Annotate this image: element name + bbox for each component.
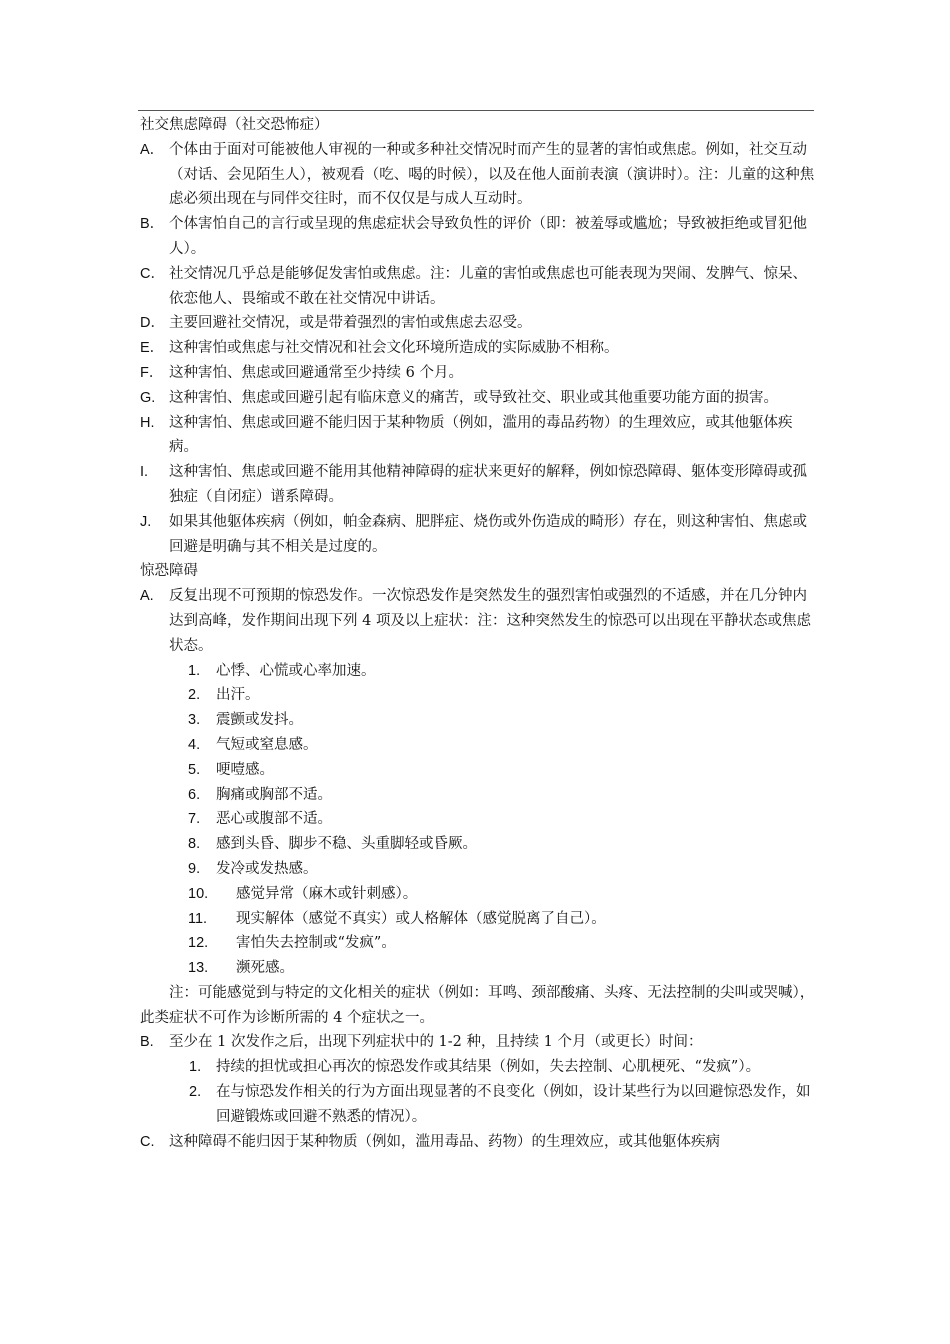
social-anxiety-heading: 社交焦虑障碍（社交恐怖症）	[140, 117, 329, 133]
symptom-item: 12. 害怕失去控制或“发疯”。	[188, 935, 396, 952]
culture-note: 注：可能感觉到与特定的文化相关的症状（例如：耳鸣、颈部酸痛、头疼、无法控制的尖叫或哭喊），此类症状不可作为诊断所需的 4 个症状之一。	[140, 984, 815, 1026]
panic-disorder-heading: 惊恐障碍	[140, 563, 198, 580]
symptom-item: 2. 出汗。	[188, 687, 260, 704]
header-rule	[138, 110, 814, 111]
symptom-item: 1. 心悸、心慌或心率加速。	[188, 662, 376, 679]
panic-criterion-a: A. 反复出现不可预期的惊恐发作。一次惊恐发作是突然发生的强烈害怕或强烈的不适感，并在几分钟内达到高峰，发作期间出现下列 4 项及以上症状：注：这种突然发生的惊恐可以出现在平静状态或焦虑状态。	[140, 588, 811, 654]
symptom-item: 5. 哽噎感。	[188, 761, 274, 778]
panic-criterion-c: C. 这种障碍不能归因于某种物质（例如，滥用毒品、药物）的生理效应，或其他躯体疾病	[140, 1133, 720, 1150]
panic-criterion-b: B. 至少在 1 次发作之后，出现下列症状中的 1-2 种，且持续 1 个月（或更长）时间：	[140, 1034, 703, 1051]
criterion-b: B． 个体害怕自己的言行或呈现的焦虑症状会导致负性的评价（即：被羞辱或尴尬；导致被拒绝或冒犯他人）。	[140, 216, 807, 257]
symptom-item: 3. 震颤或发抖。	[188, 712, 303, 729]
document-body	[140, 113, 816, 1154]
symptom-item: 10. 感觉异常（麻木或针刺感）。	[188, 885, 418, 902]
criterion-f: F． 这种害怕、焦虑或回避通常至少持续 6 个月。	[140, 364, 463, 381]
symptom-item: 11. 现实解体（感觉不真实）或人格解体（感觉脱离了自己）。	[188, 910, 606, 927]
symptom-item: 7. 恶心或腹部不适。	[188, 811, 332, 828]
criterion-i: I. 这种害怕、焦虑或回避不能用其他精神障碍的症状来更好的解释，例如惊恐障碍、躯体变形障碍或孤独症（自闭症）谱系障碍。	[140, 464, 807, 505]
symptom-item: 6. 胸痛或胸部不适。	[188, 786, 332, 803]
criterion-b-item: 1. 持续的担忧或担心再次的惊恐发作或其结果（例如，失去控制、心肌梗死、“发疯”）。	[189, 1059, 761, 1076]
criterion-b-item: 2. 在与惊恐发作相关的行为方面出现显著的不良变化（例如，设计某些行为以回避惊恐发作，如回避锻炼或回避不熟悉的情况）。	[189, 1084, 811, 1125]
criterion-h: H. 这种害怕、焦虑或回避不能归因于某种物质（例如，滥用的毒品药物）的生理效应，或其他躯体疾病。	[140, 414, 793, 456]
symptom-item: 8. 感到头昏、脚步不稳、头重脚轻或昏厥。	[188, 836, 477, 853]
criterion-j: J. 如果其他躯体疾病（例如，帕金森病、肥胖症、烧伤或外伤造成的畸形）存在，则这种害怕、焦虑或回避是明确与其不相关是过度的。	[140, 513, 807, 555]
symptom-item: 9. 发冷或发热感。	[188, 860, 318, 877]
criterion-a: A． 个体由于面对可能被他人审视的一种或多种社交情况时而产生的显著的害怕或焦虑。例如，社交互动（对话、会见陌生人），被观看（吃、喝的时候），以及在他人面前表演（演讲时）。注：儿童的这种焦虑必须出现在与同伴交往时，而不仅仅是与成人互动时。	[140, 141, 815, 208]
symptom-item: 13. 濒死感。	[188, 960, 294, 977]
criterion-c: C． 社交情况几乎总是能够促发害怕或焦虑。注：儿童的害怕或焦虑也可能表现为哭闹、发脾气、惊呆、依恋他人、畏缩或不敢在社交情况中讲话。	[140, 265, 807, 307]
criterion-e: E． 这种害怕或焦虑与社交情况和社会文化环境所造成的实际威胁不相称。	[140, 340, 619, 357]
symptom-item: 4. 气短或窒息感。	[188, 736, 318, 753]
criterion-g: G. 这种害怕、焦虑或回避引起有临床意义的痛苦，或导致社交、职业或其他重要功能方面的损害。	[140, 389, 778, 406]
criterion-d: D． 主要回避社交情况，或是带着强烈的害怕或焦虑去忍受。	[140, 315, 532, 332]
